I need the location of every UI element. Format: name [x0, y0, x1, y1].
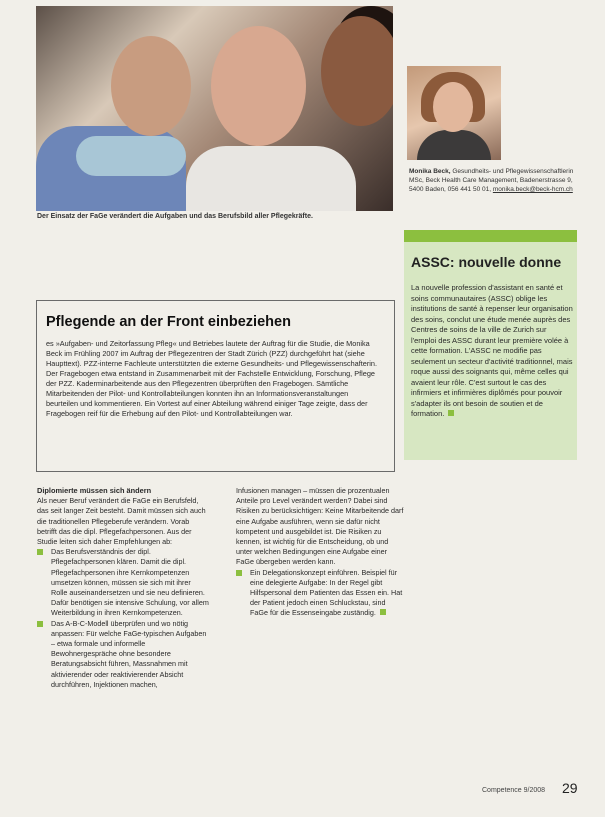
column-continuation: Infusionen managen – müssen die prozentualen Anteile pro Level verändert werden? Dabei sind Risiken zu berücksichtigen: Keine Mitarbeitende darf eine Aufgabe ausführen, wenn sie dafür nicht kompetent und ausgebildet ist. Die Risiken zu kennen, ist wichtig für die Entscheidung, ob und unter welchen Bedingungen eine Aufgabe einer FaGe übergeben werden kann.	[236, 486, 404, 567]
author-photo	[407, 66, 501, 160]
section-heading: Diplomierte müssen sich ändern	[37, 486, 152, 495]
author-details: Gesundheits- und Pflegewissenschaftlerin MSc, Beck Health Care Management, Badenerstrasse 9, 5400 Baden, 056 441 50 01,	[409, 168, 574, 193]
end-square-icon	[380, 609, 386, 615]
bullet-square-icon	[37, 549, 43, 555]
list-item: Das Berufsverständnis der dipl. Pflegefachpersonen klären. Damit die dipl. Pflegefachpersonen ihre Kernkompetenzen umsetzen können, müssen sie sich mit ihrer Rolle auseinandersetzen und sie neu definieren. Dafür benötigen sie intensive Schulung, vor allem Weiterbildung in ihren Kernkompetenzen.	[37, 547, 209, 618]
list-item: Das A-B-C-Modell überprüfen und wo nötig anpassen: Für welche FaGe-typischen Aufgaben – etwa formale und informelle Bewohnergespräche ohne besondere Beratungsabsicht führen, Massnahmen mit aktivierender oder reaktivierender Absicht durchführen, Injektionen machen,	[37, 619, 209, 690]
sidebar-accent-band	[404, 230, 577, 242]
main-photo-caption: Der Einsatz der FaGe verändert die Aufgaben und das Berufsbild aller Pflegekräfte.	[37, 213, 313, 220]
sidebar-title: ASSC: nouvelle donne	[411, 254, 562, 270]
author-name: Monika Beck,	[409, 168, 451, 175]
info-box-title: Pflegende an der Front einbeziehen	[46, 314, 291, 330]
bullet-square-icon	[236, 570, 242, 576]
list-item: Ein Delegationskonzept einführen. Beispiel für eine delegierte Aufgabe: In der Regel gibt Hilfspersonal dem Patienten das Essen ein. Hat der Patient jedoch einen Schluckstau, sind FaGe für die Essenseingabe zuständig.	[236, 568, 404, 619]
info-box-text: es »Aufgaben- und Zeitorfassung Pfleg« und Betriebes lautete der Auftrag für die Studie, die Monika Beck im Frühling 2007 im Auftrag der Pflegezentren der Stadt Zürich (PZZ) durchgeführt hat (siehe Haupttext). PZZ-interne Fachleute unterstützten die externe Gesundheits- und Pflegewissenschafterin. Der Fragebogen etwa entstand in Zusammenarbeit mit der Fachstelle Entwicklung, Forschung, Pflege der PZZ. Kaderminarbeitende aus den Pflegezentren überprüften den Fragebogen. Sämtliche Mitarbeitenden der Pilot- und Kontrollabteilungen konnten ihn an Informationsveranstaltungen beurteilen und kommentieren. Ein Vortest auf einer Abteilung während einiger Tage zeigte, dass der Fragebogen reif für die Erhebung auf den Pilot- und Kontrollabteilungen war.	[46, 339, 377, 418]
issue-label: Competence 9/2008	[482, 787, 546, 794]
end-square-icon	[448, 410, 454, 416]
bullet-square-icon	[37, 621, 43, 627]
page-number: 29	[562, 780, 578, 796]
nurses-photo	[36, 6, 393, 211]
main-column-right	[236, 486, 404, 619]
author-caption	[409, 167, 574, 194]
sidebar-body: La nouvelle profession d'assistant en santé et soins communautaires (ASSC) oblige les institutions de santé à repenser leur organisation des soins, conclut une étude menée auprès des Centres de soins de la ville de Zurich sur l'emploi des ASSC durant leur première volée à cette formation. L'ASSC ne modifie pas seulement un secteur d'activité traditionnel, mais roque aussi des soignants qui, même celles qui avaient leur rôle. C'est surtout le cas des infirmiers et infirmières diplômés pour pouvoir s'adapter ils ont besoin de soutien et de formation.	[411, 283, 573, 418]
sidebar-text	[411, 283, 573, 420]
recommendation-list	[236, 568, 404, 619]
author-email-link[interactable]: monika.beck@beck-hcm.ch	[492, 186, 573, 193]
column-intro: Als neuer Beruf verändert die FaGe ein Berufsfeld, das seit langer Zeit besteht. Damit müssen sich auch die traditionellen Pflegeberufe verändern. Vorab betrifft das die dipl. Pflegefachpersonen. Aus der Studie leiten sich daher Empfehlungen ab:	[37, 496, 206, 547]
main-column-left	[37, 486, 209, 690]
recommendation-list	[37, 547, 209, 690]
